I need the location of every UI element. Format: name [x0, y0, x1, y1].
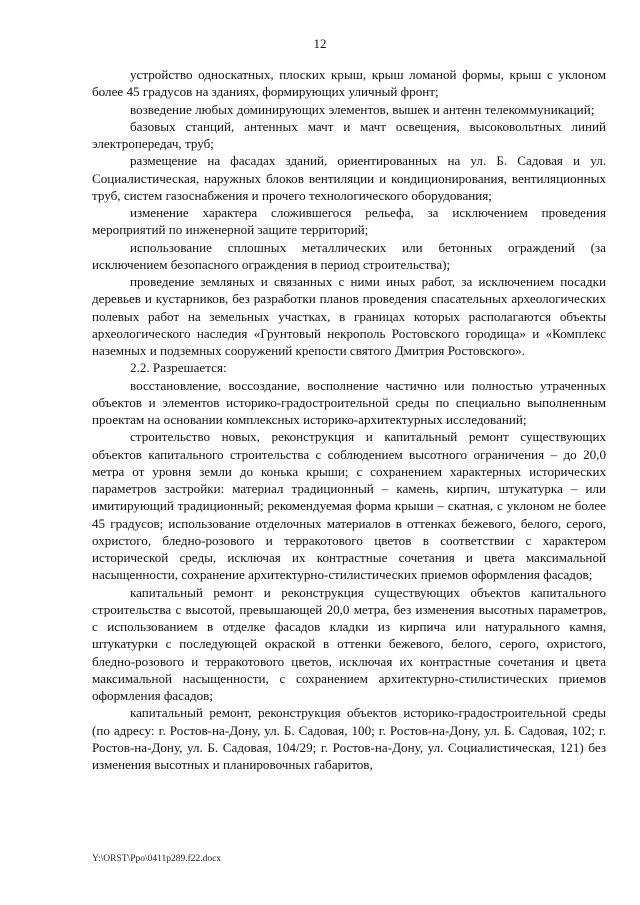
- document-body: [92, 66, 606, 773]
- paragraph: капитальный ремонт и реконструкция существующих объектов капитального строительства с высотой, превышающей 20,0 метра, без изменения высотных параметров, с использованием в отделке фасадов кладки из кирпича или натурального камня, штукатурки с последующей окраской в оттенки бежевого, белого, серого, охристого, бледно-розового и терракотового цветов, исключая их контрастные сочетания и цвета максимальной насыщенности, с сохранением архитектурно-стилистических приемов оформления фасадов;: [92, 584, 606, 703]
- section-heading: 2.2. Разрешается:: [130, 360, 227, 376]
- paragraph: строительство новых, реконструкция и капитальный ремонт существующих объектов капитального строительства с соблюдением высотного ограничения – до 20,0 метра от уровня земли до конька крыши; с сохранением характерных исторических параметров застройки: материал традиционный – камень, кирпич, штукатурка – или имитирующий традиционный; рекомендуемая форма крыши – скатная, с уклоном не более 45 градусов; использование отделочных материалов в оттенках бежевого, белого, серого, охристого, бледно-розового и терракотового цветов в соответствии с характером исторической среды, исключая их контрастные сочетания и цвета максимальной насыщенности, сохранение архитектурно-стилистических приемов оформления фасадов;: [92, 429, 606, 583]
- paragraph: изменение характера сложившегося рельефа, за исключением проведения мероприятий по инженерной защите территорий;: [92, 205, 606, 238]
- paragraph: капитальный ремонт, реконструкция объектов историко-градостроительной среды (по адресу: г. Ростов-на-Дону, ул. Б. Садовая, 100; г. Ростов-на-Дону, ул. Б. Садовая, 102; г. Ростов-на-Дону, ул. Б. Садовая, 104/29; г. Ростов-на-Дону, ул. Социалистическая, 121) без изменения высотных и планировочных габаритов,: [92, 705, 606, 772]
- paragraph: устройство односкатных, плоских крыш, крыш ломаной формы, крыш с уклоном более 45 градусов на зданиях, формирующих уличный фронт;: [92, 67, 606, 100]
- paragraph: проведение земляных и связанных с ними иных работ, за исключением посадки деревьев и кустарников, без разработки планов проведения спасательных археологических полевых работ на земельных участках, в границах которых располагаются объекты археологического наследия «Грунтовый некрополь Ростовского городища» и «Комплекс наземных и подземных сооружений крепости святого Дмитрия Ростовского».: [92, 274, 606, 358]
- paragraph: базовых станций, антенных мачт и мачт освещения, высоковольтных линий электропередач, труб;: [92, 118, 606, 151]
- page-number: 12: [313, 36, 327, 51]
- paragraph: размещение на фасадах зданий, ориентированных на ул. Б. Садовая и ул. Социалистическая, наружных блоков вентиляции и кондиционирования, вентиляционных труб, систем газоснабжения и прочего технологического оборудования;: [92, 153, 606, 203]
- paragraph: возведение любых доминирующих элементов, вышек и антенн телекоммуникаций;: [130, 101, 595, 117]
- paragraph: использование сплошных металлических или бетонных ограждений (за исключением безопасного ограждения в период строительства);: [92, 239, 606, 272]
- paragraph: восстановление, воссоздание, восполнение частично или полностью утраченных объектов и элементов историко-градостроительной среды по специально выполненным проектам на основании комплексных историко-архитектурных исследований;: [92, 377, 606, 427]
- footer-file-path: Y:\ORST\Ppo\0411p289.f22.docx: [92, 854, 222, 864]
